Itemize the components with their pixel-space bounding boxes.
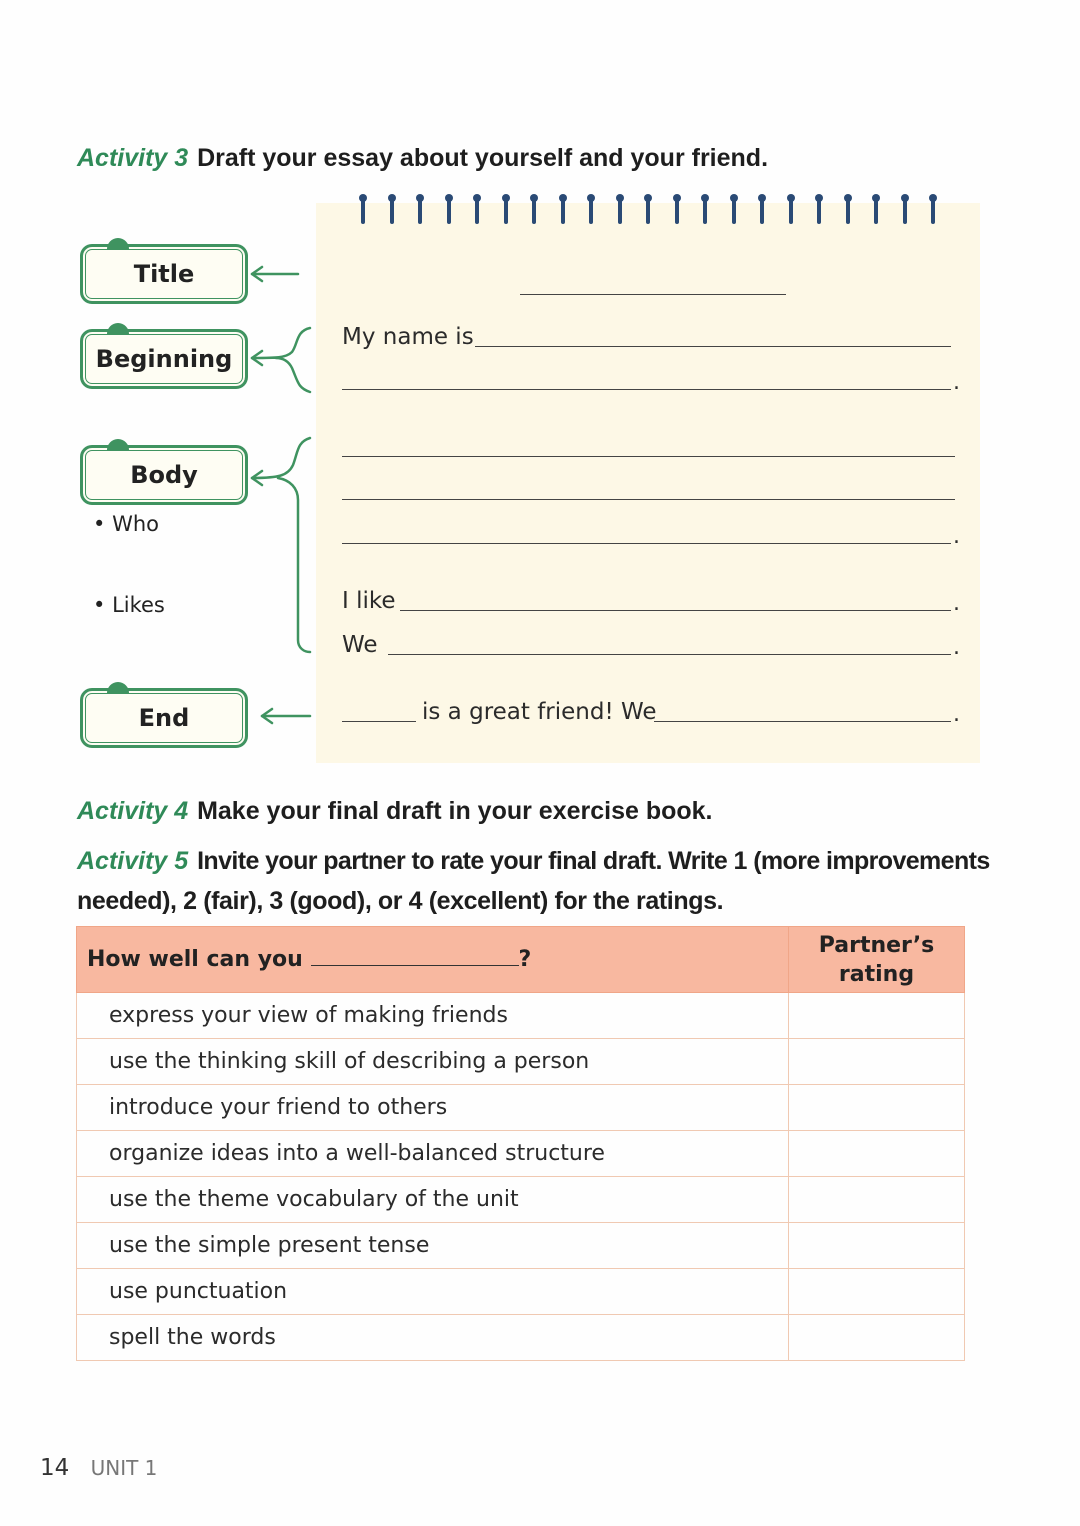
name-blank[interactable] <box>475 346 951 347</box>
beginning-blank-2[interactable] <box>342 389 951 390</box>
likes-blank[interactable] <box>400 610 951 611</box>
skill-cell: use the simple present tense <box>77 1223 789 1269</box>
body-brace <box>252 438 310 652</box>
table-row <box>77 1085 965 1131</box>
page-number: 14 <box>40 1455 70 1481</box>
period: . <box>953 591 960 616</box>
activity4-heading <box>77 797 713 826</box>
beginning-label: Beginning <box>95 345 233 373</box>
table-row <box>77 1269 965 1315</box>
i-like-text: I like <box>342 588 396 614</box>
skill-cell: organize ideas into a well-balanced structure <box>77 1131 789 1177</box>
table-row <box>77 993 965 1039</box>
activity4-label: Activity 4 <box>77 797 189 825</box>
table-row <box>77 1315 965 1361</box>
table-row <box>77 1131 965 1177</box>
table-row <box>77 1177 965 1223</box>
activity4-text: Make your final draft in your exercise book. <box>197 797 713 825</box>
activity3-text: Draft your essay about yourself and your friend. <box>197 144 769 172</box>
header-suffix: ? <box>518 947 532 972</box>
great-friend-text: is a great friend! We <box>422 699 657 725</box>
rating-header-line2: rating <box>838 961 915 987</box>
activity5-text-line2: needed), 2 (fair), 3 (good), or 4 (excellent) for the ratings. <box>77 887 724 915</box>
body-blank-1[interactable] <box>342 456 955 457</box>
period: . <box>953 524 960 549</box>
end-label: End <box>138 704 190 732</box>
header-blank <box>311 947 519 966</box>
activity5-heading <box>77 843 997 923</box>
rating-cell[interactable] <box>789 993 965 1039</box>
activity5-label: Activity 5 <box>77 847 189 875</box>
rating-cell[interactable] <box>789 1223 965 1269</box>
unit-label: UNIT 1 <box>90 1456 158 1480</box>
skill-cell: use punctuation <box>77 1269 789 1315</box>
friend-name-blank[interactable] <box>342 721 416 722</box>
rating-cell[interactable] <box>789 1131 965 1177</box>
page-footer <box>40 1455 157 1481</box>
rating-header-line1: Partner’s <box>818 932 935 958</box>
skill-cell: spell the words <box>77 1315 789 1361</box>
rating-column-header <box>789 927 965 993</box>
rating-cell[interactable] <box>789 1315 965 1361</box>
skill-cell: use the thinking skill of describing a person <box>77 1039 789 1085</box>
we-blank[interactable] <box>388 654 951 655</box>
skill-cell: express your view of making friends <box>77 993 789 1039</box>
activity3-label: Activity 3 <box>77 144 189 172</box>
header-prefix: How well can you <box>87 947 303 972</box>
rating-cell[interactable] <box>789 1269 965 1315</box>
bullet-likes-text: Likes <box>112 593 165 617</box>
body-blank-2[interactable] <box>342 499 955 500</box>
table-row <box>77 1039 965 1085</box>
skill-cell: introduce your friend to others <box>77 1085 789 1131</box>
my-name-is-text: My name is <box>342 324 474 350</box>
period: . <box>953 702 960 727</box>
end-blank[interactable] <box>654 721 951 722</box>
rating-cell[interactable] <box>789 1039 965 1085</box>
title-blank[interactable] <box>520 294 786 295</box>
beginning-brace <box>252 328 310 392</box>
skill-cell: use the theme vocabulary of the unit <box>77 1177 789 1223</box>
period: . <box>953 635 960 660</box>
table-row <box>77 1223 965 1269</box>
rating-table <box>76 926 965 1361</box>
period: . <box>953 370 960 395</box>
activity5-text-line1: Invite your partner to rate your final draft. Write 1 (more improvements <box>197 847 990 875</box>
bullet-likes: • Likes <box>93 593 165 617</box>
body-label: Body <box>130 461 198 489</box>
bullet-who: • Who <box>93 512 159 536</box>
title-label: Title <box>133 260 195 288</box>
skill-column-header <box>77 927 789 993</box>
body-blank-3[interactable] <box>342 543 951 544</box>
bullet-who-text: Who <box>112 512 159 536</box>
rating-cell[interactable] <box>789 1177 965 1223</box>
we-text: We <box>342 632 378 658</box>
rating-cell[interactable] <box>789 1085 965 1131</box>
